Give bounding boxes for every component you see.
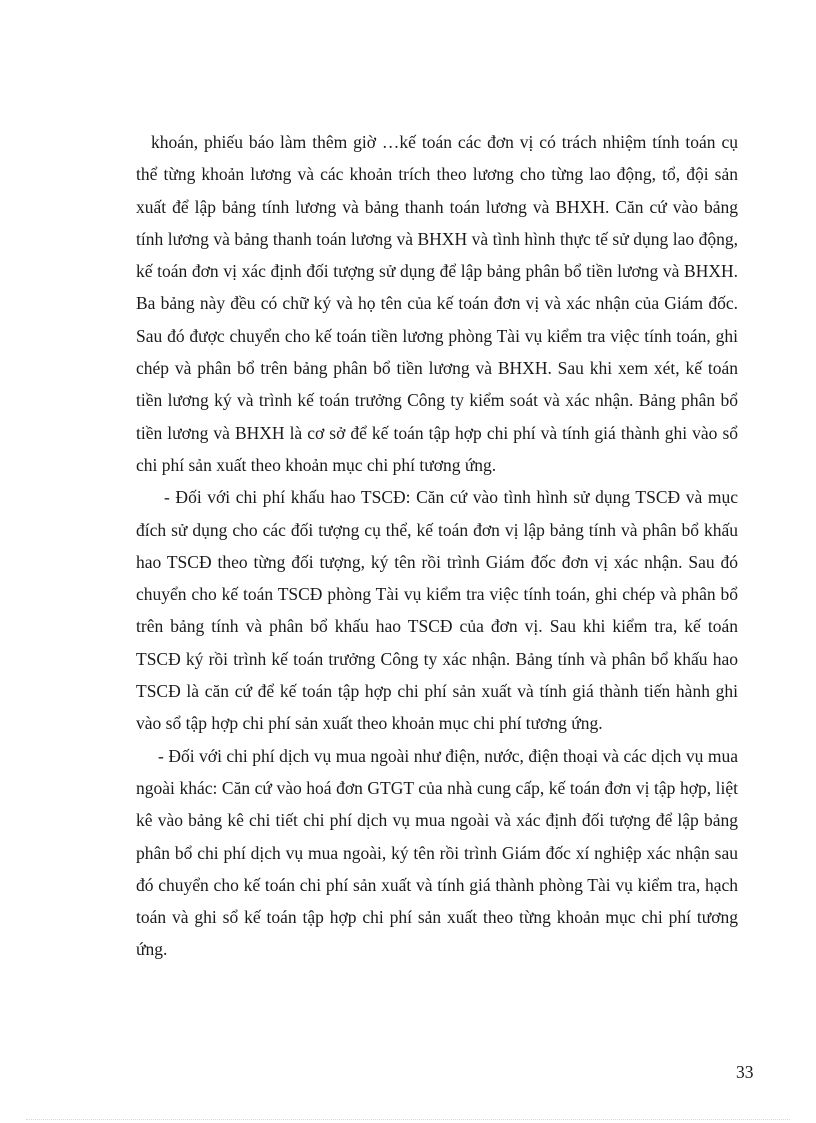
- page-number: 33: [736, 1062, 754, 1082]
- paragraph-depreciation: - Đối với chi phí khấu hao TSCĐ: Căn cứ vào tình hình sử dụng TSCĐ và mục đích sử dụng cho các đối tượng cụ thể, kế toán đơn vị lập bảng tính và phân bổ khấu hao TSCĐ theo từng đối tượng, ký tên rồi trình Giám đốc đơn vị xác nhận. Sau đó chuyển cho kế toán TSCĐ phòng Tài vụ kiểm tra việc tính toán, ghi chép và phân bổ trên bảng tính và phân bổ khấu hao TSCĐ của đơn vị. Sau khi kiểm tra, kế toán TSCĐ ký rồi trình kế toán trưởng Công ty xác nhận. Bảng tính và phân bổ khấu hao TSCĐ là căn cứ để kế toán tập hợp chi phí sản xuất và tính giá thành tiến hành ghi vào sổ tập hợp chi phí sản xuất theo khoản mục chi phí tương ứng.: [136, 487, 738, 734]
- paragraph-outsourced-services: - Đối với chi phí dịch vụ mua ngoài như điện, nước, điện thoại và các dịch vụ mua ngoài khác: Căn cứ vào hoá đơn GTGT của nhà cung cấp, kế toán đơn vị tập hợp, liệt kê vào bảng kê chi tiết chi phí dịch vụ mua ngoài và xác định đối tượng để lập bảng phân bổ chi phí dịch vụ mua ngoài, ký tên rồi trình Giám đốc xí nghiệp xác nhận sau đó chuyển cho kế toán chi phí sản xuất và tính giá thành phòng Tài vụ kiểm tra, hạch toán và ghi sổ kế toán tập hợp chi phí sản xuất theo từng khoản mục chi phí tương ứng.: [136, 745, 738, 960]
- paragraph-salary-allocation: khoán, phiếu báo làm thêm giờ …kế toán các đơn vị có trách nhiệm tính toán cụ thể từng khoản lương và các khoản trích theo lương cho từng lao động, tổ, đội sản xuất để lập bảng tính lương và bảng thanh toán lương và BHXH. Căn cứ vào bảng tính lương và bảng thanh toán lương và BHXH và tình hình thực tế sử dụng lao động, kế toán đơn vị xác định đối tượng sử dụng để lập bảng phân bổ tiền lương và BHXH. Ba bảng này đều có chữ ký và họ tên của kế toán đơn vị và xác nhận của Giám đốc. Sau đó được chuyển cho kế toán tiền lương phòng Tài vụ kiểm tra việc tính toán, ghi chép và phân bổ trên bảng phân bổ tiền lương và BHXH. Sau khi xem xét, kế toán tiền lương ký và trình kế toán trưởng Công ty kiểm soát và xác nhận. Bảng phân bổ tiền lương và BHXH là cơ sở để kế toán tập hợp chi phí và tính giá thành ghi vào sổ chi phí sản xuất theo khoản mục chi phí tương ứng.: [136, 132, 738, 475]
- footer-divider: [26, 1119, 790, 1120]
- body-text: [136, 126, 738, 966]
